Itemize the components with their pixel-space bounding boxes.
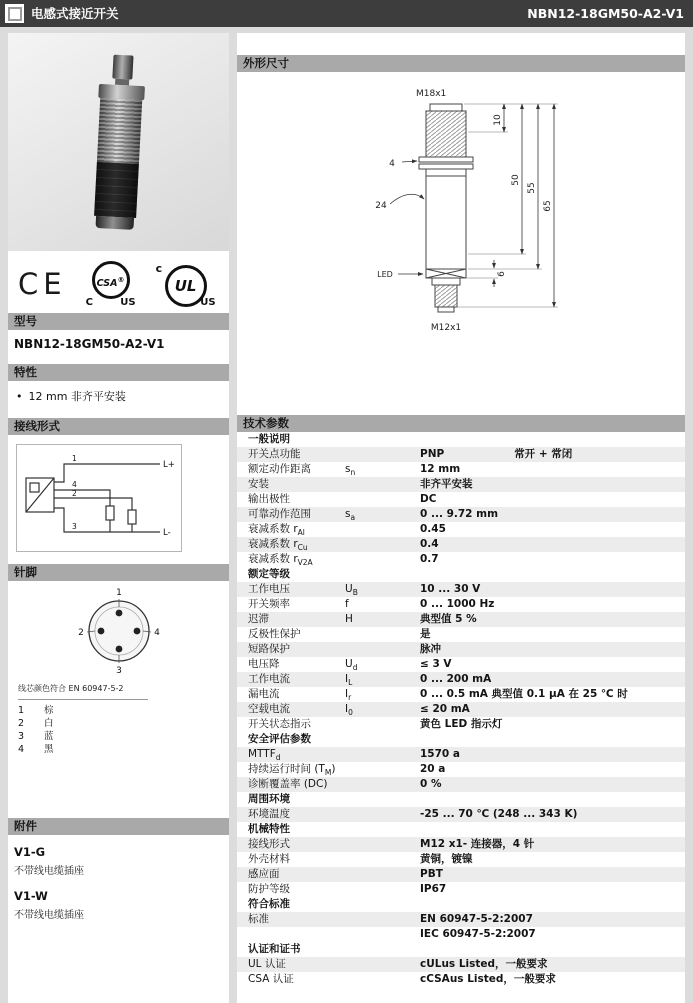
pin-2-label: 2 bbox=[77, 628, 84, 638]
pin-svg bbox=[44, 585, 194, 677]
pin-3-label: 3 bbox=[115, 666, 122, 676]
section-tech: 技术参数 bbox=[237, 415, 685, 432]
tech-row-label: 防护等级 bbox=[248, 883, 290, 895]
tech-row-label: CSA 认证 bbox=[248, 973, 294, 985]
accessory-name: V1-G bbox=[14, 845, 46, 859]
tech-row-symbol bbox=[345, 717, 420, 732]
section-model: 型号 bbox=[8, 313, 229, 330]
pin-color-row: 4 黑 bbox=[18, 744, 54, 755]
tech-row-label: 短路保护 bbox=[248, 643, 290, 655]
section-pins: 针脚 bbox=[8, 564, 229, 581]
tech-row-value: 0 % bbox=[420, 778, 442, 790]
tech-row-value: 典型值 5 % bbox=[420, 613, 477, 625]
tech-row-symbol: $U_B$ bbox=[345, 583, 358, 598]
tech-row-value: 脉冲 bbox=[420, 643, 441, 655]
tech-row-symbol: $I_r$ bbox=[345, 688, 352, 703]
tech-group-header: 额定等级 bbox=[237, 567, 685, 582]
pin-color-row: 2 白 bbox=[18, 718, 54, 729]
pin-1-label: 1 bbox=[115, 588, 122, 598]
wiring-diagram bbox=[16, 444, 182, 552]
bullet-icon: • bbox=[16, 390, 23, 403]
tech-row-value: cULus Listed，一般要求 bbox=[420, 958, 548, 970]
accessory-desc: 不带线电缆插座 bbox=[14, 910, 84, 921]
tech-row bbox=[237, 672, 685, 687]
tech-row-value: ≤ 20 mA bbox=[420, 703, 470, 715]
tech-row bbox=[237, 642, 685, 657]
certification-logos bbox=[8, 255, 229, 313]
tech-row-label: 可靠动作范围 bbox=[248, 508, 311, 520]
brand-logo-icon bbox=[5, 4, 24, 23]
tech-row-label: 漏电流 bbox=[248, 688, 280, 700]
tech-row-label: 诊断覆盖率 (DC) bbox=[248, 778, 328, 790]
tech-row-label: 空载电流 bbox=[248, 703, 290, 715]
dim-55-label: 55 bbox=[527, 182, 537, 194]
tech-row bbox=[237, 837, 685, 852]
accessory-desc: 不带线电缆插座 bbox=[14, 866, 84, 877]
tech-row-label: 标准 bbox=[248, 913, 269, 925]
tech-group-header: 周围环境 bbox=[237, 792, 685, 807]
tech-row-symbol bbox=[345, 642, 420, 657]
tech-row-symbol: $s_n$ bbox=[345, 463, 356, 478]
tech-row-symbol: $I_L$ bbox=[345, 673, 353, 688]
tech-row-symbol bbox=[345, 807, 420, 822]
tech-row-symbol bbox=[345, 837, 420, 852]
tech-row-label: 迟滞 bbox=[248, 613, 269, 625]
tech-row-label: 持续运行时间 $(T_M)$ bbox=[248, 763, 336, 778]
tech-row bbox=[237, 462, 685, 477]
tech-row-label: 输出极性 bbox=[248, 493, 290, 505]
tech-row-value: 0 ... 200 mA bbox=[420, 673, 492, 685]
dim-24-label: 24 bbox=[375, 201, 387, 211]
tech-row-label: 衰减系数 $r_{Cu}$ bbox=[248, 538, 308, 553]
tech-row-value: ≤ 3 V bbox=[420, 658, 452, 670]
tech-row-value: 非齐平安装 bbox=[420, 478, 473, 490]
tech-row-symbol bbox=[345, 912, 420, 927]
tech-group-header: 符合标准 bbox=[237, 897, 685, 912]
tech-row-value: M12 x1- 连接器，4 针 bbox=[420, 838, 535, 850]
dimension-svg bbox=[326, 80, 596, 398]
tech-row bbox=[237, 552, 685, 567]
tech-row-value: 0 ... 9.72 mm bbox=[420, 508, 499, 520]
tech-table bbox=[237, 432, 685, 987]
dim-4-label: 4 bbox=[389, 159, 395, 169]
tech-row-value: cCSAus Listed，一般要求 bbox=[420, 973, 556, 985]
tech-row-value: 12 mm bbox=[420, 463, 461, 475]
tech-row-label: 衰减系数 $r_{Al}$ bbox=[248, 523, 305, 538]
sensor-label-band bbox=[94, 162, 139, 218]
tech-row-label: 环境温度 bbox=[248, 808, 290, 820]
tech-row bbox=[237, 777, 685, 792]
tech-row bbox=[237, 657, 685, 672]
tech-row-symbol bbox=[345, 477, 420, 492]
tech-row bbox=[237, 747, 685, 762]
terminal-plus-label: L+ bbox=[163, 460, 175, 470]
wire-2-label: 2 bbox=[72, 489, 77, 498]
tech-row-value: 0.45 bbox=[420, 523, 446, 535]
tech-row-label: 安装 bbox=[248, 478, 269, 490]
tech-row-symbol bbox=[345, 447, 420, 462]
tech-row-symbol bbox=[345, 777, 420, 792]
tech-row-value: 是 bbox=[420, 628, 431, 640]
tech-row-value: EN 60947-5-2:2007 bbox=[420, 913, 533, 925]
tech-group-header: 认证和证书 bbox=[237, 942, 685, 957]
dim-thread-top-label: M18x1 bbox=[416, 89, 447, 99]
csa-mark-icon: CSA® C US bbox=[83, 259, 139, 309]
tech-row-symbol bbox=[345, 747, 420, 762]
pin-color-row: 1 棕 bbox=[18, 705, 54, 716]
dim-65-label: 65 bbox=[543, 200, 553, 212]
tech-row-symbol: H bbox=[345, 613, 353, 625]
tech-row-label: 电压降 bbox=[248, 658, 280, 670]
tech-row-label: UL 认证 bbox=[248, 958, 286, 970]
ce-mark-icon: CE bbox=[18, 267, 67, 301]
tech-row-label: 反极性保护 bbox=[248, 628, 301, 640]
tech-row-symbol bbox=[345, 492, 420, 507]
tech-row-label: 接线形式 bbox=[248, 838, 290, 850]
wire-4-label: 4 bbox=[72, 480, 77, 489]
tech-row bbox=[237, 702, 685, 717]
tech-row bbox=[237, 912, 685, 927]
sensor-image bbox=[91, 54, 146, 230]
tech-row-value: 0.4 bbox=[420, 538, 439, 550]
left-column bbox=[8, 33, 229, 1003]
tech-row bbox=[237, 852, 685, 867]
tech-row bbox=[237, 882, 685, 897]
model-number: NBN12-18GM50-A2-V1 bbox=[14, 337, 165, 351]
tech-row-symbol bbox=[345, 552, 420, 567]
tech-row bbox=[237, 867, 685, 882]
tech-row bbox=[237, 627, 685, 642]
tech-row-label: 工作电流 bbox=[248, 673, 290, 685]
tech-row-label: 衰减系数 $r_{V2A}$ bbox=[248, 553, 313, 568]
product-model-title: NBN12-18GM50-A2-V1 bbox=[527, 6, 684, 21]
tech-row-label: 工作电压 bbox=[248, 583, 290, 595]
wire-1-label: 1 bbox=[72, 454, 77, 463]
wiring-svg bbox=[20, 448, 178, 544]
tech-row-symbol bbox=[345, 927, 420, 942]
tech-row-label: 感应面 bbox=[248, 868, 280, 880]
tech-row-label bbox=[237, 927, 345, 942]
tech-row-value2: 常开 + 常闭 bbox=[514, 448, 573, 460]
tech-row-value: PNP 常开 + 常闭 bbox=[420, 448, 573, 460]
tech-row-value: DC bbox=[420, 493, 437, 505]
tech-row-symbol bbox=[345, 537, 420, 552]
tech-row bbox=[237, 762, 685, 777]
dim-6-label: 6 bbox=[497, 271, 507, 277]
tech-row-symbol bbox=[345, 867, 420, 882]
tech-row-value: 1570 a bbox=[420, 748, 460, 760]
tech-row-symbol bbox=[345, 972, 420, 987]
tech-row bbox=[237, 612, 685, 627]
tech-row bbox=[237, 507, 685, 522]
tech-row-symbol bbox=[345, 957, 420, 972]
dim-50-label: 50 bbox=[511, 174, 521, 186]
right-column bbox=[237, 33, 685, 1003]
top-header-bar bbox=[0, 0, 693, 27]
pin-diagram bbox=[8, 585, 229, 681]
tech-row bbox=[237, 957, 685, 972]
section-dimensions: 外形尺寸 bbox=[237, 55, 685, 72]
tech-row-value: 10 ... 30 V bbox=[420, 583, 481, 595]
tech-row-value: 0 ... 0.5 mA 典型值 0.1 μA 在 25 ℃ 时 bbox=[420, 688, 628, 700]
tech-group-header: 一般说明 bbox=[237, 432, 685, 447]
pin-color-table bbox=[18, 699, 148, 756]
tech-row-value: 0.7 bbox=[420, 553, 439, 565]
tech-row bbox=[237, 537, 685, 552]
tech-row-symbol bbox=[345, 852, 420, 867]
tech-row-symbol: $s_a$ bbox=[345, 508, 356, 523]
tech-row-symbol: $U_d$ bbox=[345, 658, 358, 673]
pin-color-row: 3 蓝 bbox=[18, 731, 54, 742]
tech-row-value: IEC 60947-5-2:2007 bbox=[420, 928, 536, 940]
tech-row-symbol: $I_0$ bbox=[345, 703, 353, 718]
tech-group-header: 机械特性 bbox=[237, 822, 685, 837]
tech-row-label: 开关状态指示 bbox=[248, 718, 311, 730]
tech-row-symbol bbox=[345, 882, 420, 897]
tech-row bbox=[237, 522, 685, 537]
pin-4-label: 4 bbox=[153, 628, 160, 638]
sensor-thread bbox=[96, 98, 141, 164]
tech-row-value: 0 ... 1000 Hz bbox=[420, 598, 495, 610]
ul-mark-icon: c UL US bbox=[155, 262, 216, 308]
wire-3-label: 3 bbox=[72, 522, 77, 531]
section-features: 特性 bbox=[8, 364, 229, 381]
feature-item: • 12 mm 非齐平安装 bbox=[16, 390, 126, 403]
tech-row-value: 黄色 LED 指示灯 bbox=[420, 718, 503, 730]
tech-row bbox=[237, 582, 685, 597]
tech-row-label: 额定动作距离 bbox=[248, 463, 311, 475]
pin-note: 线芯颜色符合 EN 60947-5-2 bbox=[18, 684, 124, 693]
tech-row-symbol bbox=[345, 762, 420, 777]
dim-10-label: 10 bbox=[493, 114, 503, 126]
tech-row bbox=[237, 597, 685, 612]
tech-row bbox=[237, 477, 685, 492]
section-accessories: 附件 bbox=[8, 818, 229, 835]
sensor-sensing-face bbox=[95, 216, 134, 230]
tech-row-symbol bbox=[345, 522, 420, 537]
tech-row bbox=[237, 492, 685, 507]
tech-row-label: $MTTF_d$ bbox=[248, 748, 281, 763]
tech-row-value: 20 a bbox=[420, 763, 446, 775]
tech-row-label: 开关点功能 bbox=[248, 448, 301, 460]
tech-row bbox=[237, 717, 685, 732]
tech-row-value: PBT bbox=[420, 868, 443, 880]
dim-thread-bottom-label: M12x1 bbox=[430, 323, 462, 333]
sensor-connector bbox=[112, 55, 133, 80]
tech-row bbox=[237, 687, 685, 702]
tech-group-header: 安全评估参数 bbox=[237, 732, 685, 747]
tech-row-label: 外壳材料 bbox=[248, 853, 290, 865]
accessory-name: V1-W bbox=[14, 889, 48, 903]
product-photo bbox=[8, 33, 229, 251]
tech-row-value: -25 ... 70 ℃ (248 ... 343 K) bbox=[420, 808, 578, 820]
tech-row bbox=[237, 972, 685, 987]
led-label: LED bbox=[377, 270, 393, 279]
product-category-title: 电感式接近开关 bbox=[31, 6, 119, 21]
accessories-list bbox=[8, 835, 229, 923]
terminal-minus-label: L- bbox=[163, 528, 171, 538]
tech-row-symbol bbox=[345, 627, 420, 642]
tech-row bbox=[237, 807, 685, 822]
section-wiring: 接线形式 bbox=[8, 418, 229, 435]
tech-row-label: 开关频率 bbox=[248, 598, 290, 610]
tech-row-value: 黄铜，镀镍 bbox=[420, 853, 473, 865]
tech-row-symbol: f bbox=[345, 598, 349, 610]
tech-row bbox=[237, 927, 685, 942]
tech-row bbox=[237, 447, 685, 462]
dimension-drawing bbox=[237, 72, 685, 415]
tech-row-value: IP67 bbox=[420, 883, 447, 895]
